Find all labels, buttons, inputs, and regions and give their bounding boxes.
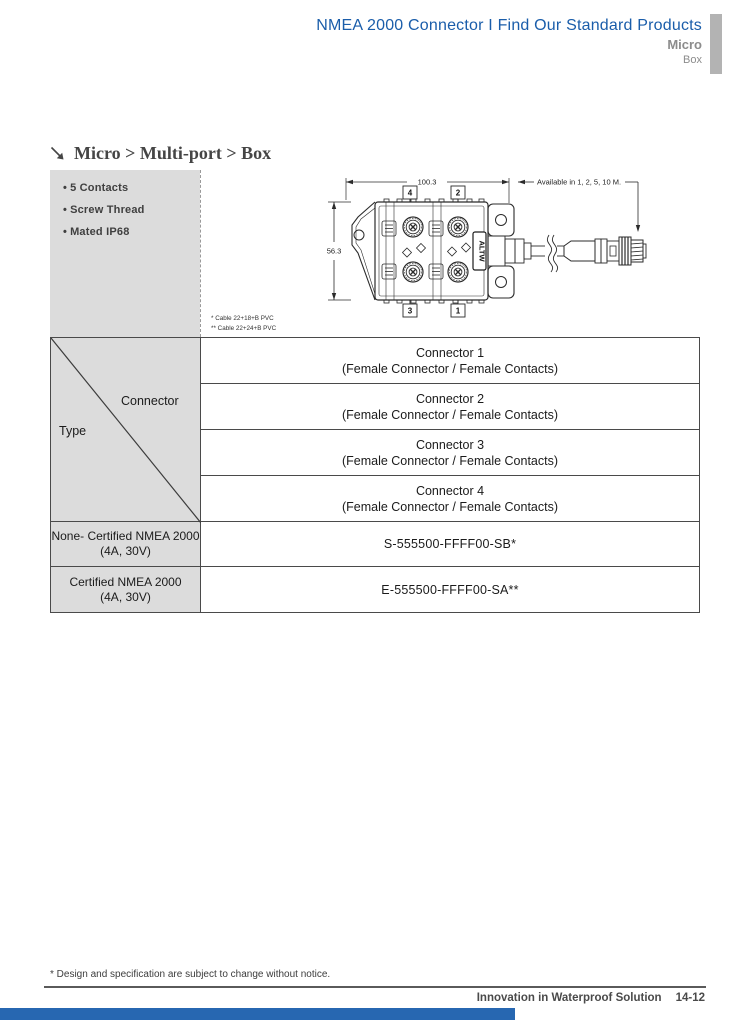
port-4-label: 4 [407,188,413,198]
cable-note-1: * Cable 22+18+B PVC [211,315,274,322]
product-overview-panel [50,170,700,337]
part-number-none-certified: S-555500-FFFF00-SB* [201,522,699,567]
table-row-connector-3: Connector 3 (Female Connector / Female Contacts) [201,430,699,476]
row-label-certified: Certified NMEA 2000 (4A, 30V) [51,567,201,612]
header-title: NMEA 2000 Connector I Find Our Standard Products [316,17,702,34]
dim-width-label: 100.3 [417,177,437,187]
corner-label-connector: Connector [121,394,179,408]
technical-drawing [201,170,698,337]
technical-drawing-panel [200,170,700,337]
brand-label: ALTW [477,240,487,262]
dim-height-label: 56.3 [326,246,342,256]
arrow-down-right-icon [50,146,65,161]
table-row-connector-2: Connector 2 (Female Connector / Female Contacts) [201,384,699,430]
port-3-label: 3 [407,306,413,316]
header-tab-marker [710,14,722,74]
feature-list [50,170,200,337]
cable-note-2: ** Cable 22+24+B PVC [211,325,277,332]
breadcrumb [50,143,271,164]
corner-label-type: Type [59,424,87,438]
footer-accent-bar [0,1008,515,1020]
table-row-connector-4: Connector 4 (Female Connector / Female Contacts) [201,476,699,522]
tagline-text: Innovation in Waterproof Solution [476,992,662,1004]
breadcrumb-text: Micro > Multi-port > Box [74,143,272,163]
bullet-icon: • [63,204,68,216]
feature-item: • Mated IP68 [63,226,130,238]
table-row-connector-1: Connector 1 (Female Connector / Female Contacts) [201,338,699,384]
bullet-icon: • [63,226,68,238]
page-header [316,17,702,66]
row-label-none-certified: None- Certified NMEA 2000 (4A, 30V) [51,522,201,567]
header-category: Micro [667,37,702,52]
cable-length-label: Available in 1, 2, 5, 10 M. [536,177,622,187]
table-corner-cell [51,338,201,522]
port-2-label: 2 [455,188,461,198]
bullet-icon: • [63,182,68,194]
header-subcategory: Box [683,54,702,66]
page-number: 14-12 [675,992,705,1004]
port-1-label: 1 [455,306,461,316]
footer-divider [44,986,706,988]
part-number-certified: E-555500-FFFF00-SA** [201,567,699,612]
footer-tagline [477,992,705,1004]
feature-item: • 5 Contacts [63,182,129,194]
feature-item: • Screw Thread [63,204,145,216]
spec-table [50,337,700,613]
design-disclaimer: * Design and specification are subject to change without notice. [50,969,331,980]
